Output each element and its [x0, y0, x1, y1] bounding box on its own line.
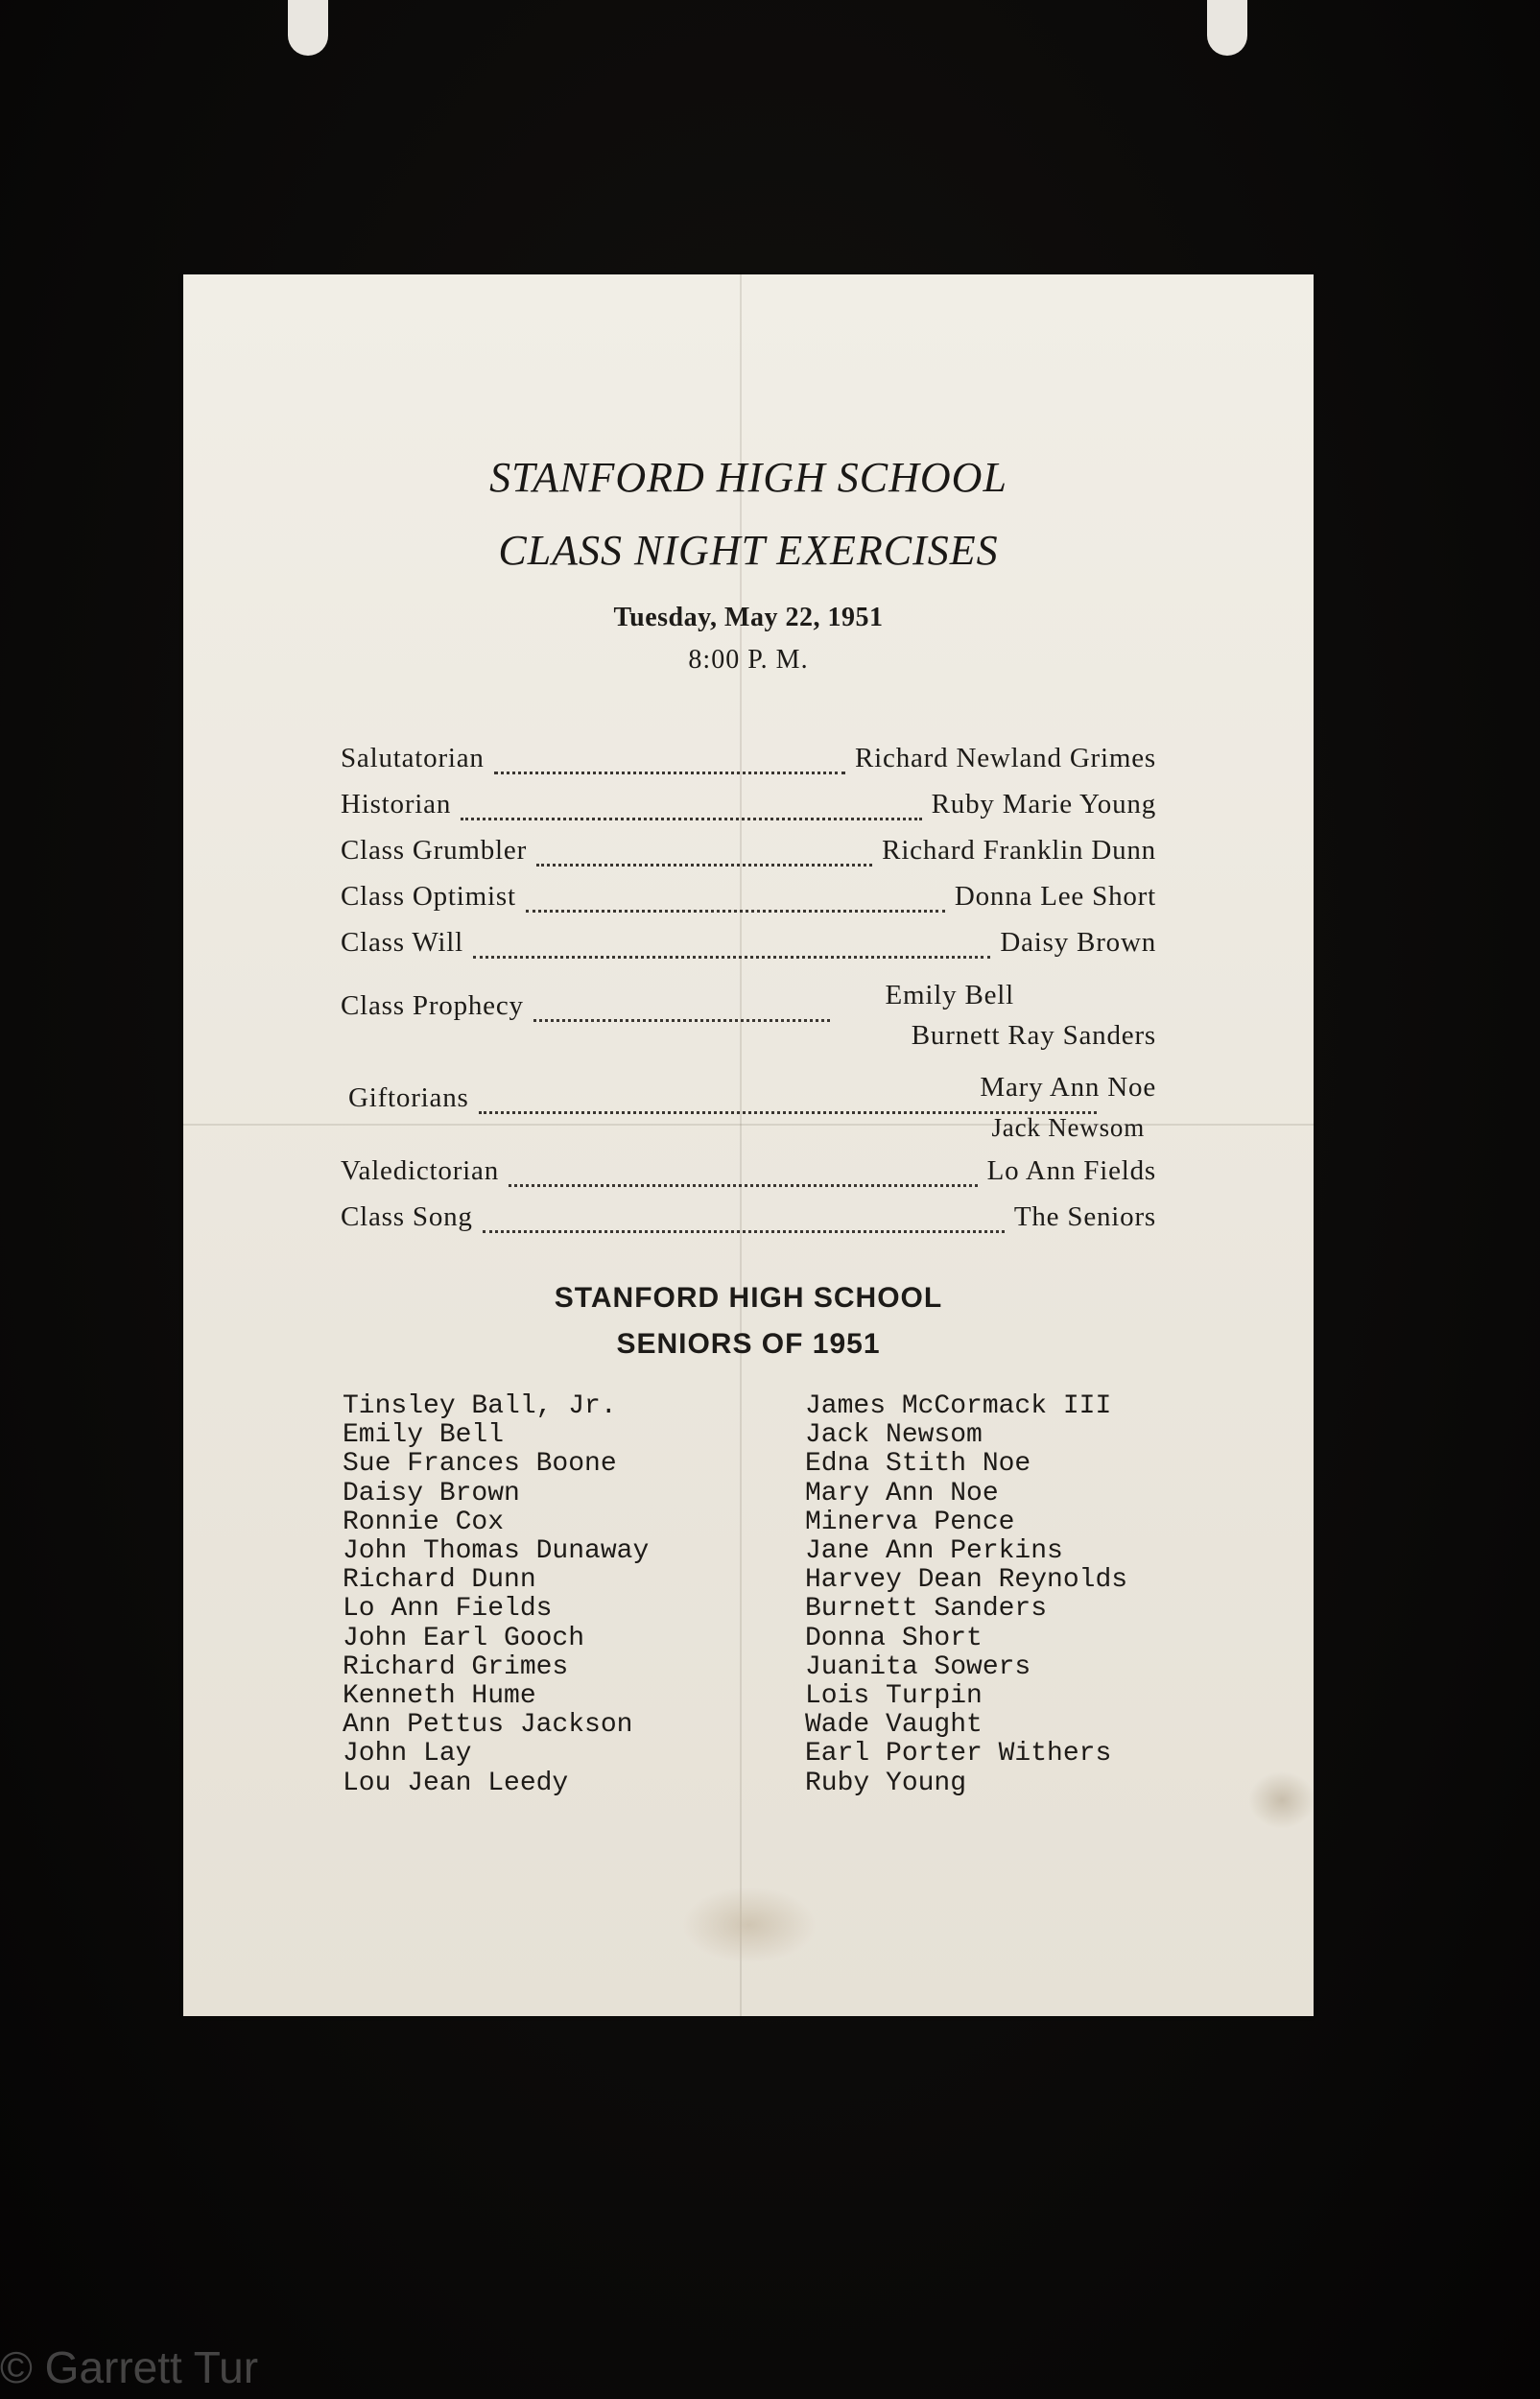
program-role: Historian	[341, 789, 452, 819]
dot-leader	[483, 1213, 1005, 1233]
program-person: Donna Lee Short	[954, 881, 1156, 912]
punch-hole-left	[288, 0, 328, 56]
program-person-group	[980, 1067, 1156, 1148]
program-role: Class Song	[341, 1201, 473, 1232]
program-person: The Seniors	[1013, 1201, 1156, 1232]
paper-stain	[1248, 1771, 1315, 1829]
program-item-class-optimist	[341, 881, 1156, 915]
program-person: Daisy Brown	[1000, 927, 1156, 958]
senior-name: John Earl Gooch	[343, 1623, 585, 1653]
dot-leader	[461, 800, 922, 820]
program-role: Class Optimist	[341, 881, 516, 912]
program-item-valedictorian	[341, 1155, 1156, 1190]
program-role: Giftorians	[348, 1082, 469, 1113]
senior-name: Ronnie Cox	[343, 1507, 505, 1537]
senior-name: Wade Vaught	[805, 1710, 983, 1741]
program-person: Emily Bell	[885, 980, 1014, 1010]
program-role: Valedictorian	[341, 1155, 500, 1186]
seniors-list-right	[805, 1392, 1127, 1798]
senior-name: Donna Short	[805, 1623, 983, 1653]
senior-name: Jack Newsom	[805, 1420, 983, 1451]
program-role: Class Will	[341, 927, 463, 958]
senior-name: Juanita Sowers	[805, 1651, 1031, 1682]
seniors-heading-school: STANFORD HIGH SCHOOL	[554, 1282, 943, 1314]
senior-name: Harvey Dean Reynolds	[805, 1565, 1128, 1596]
dot-leader	[536, 846, 872, 867]
senior-name: Daisy Brown	[343, 1478, 520, 1508]
senior-name: Emily Bell	[343, 1420, 505, 1451]
event-time: 8:00 P. M.	[688, 645, 809, 675]
senior-name: Richard Grimes	[343, 1651, 569, 1682]
senior-name: Kenneth Hume	[343, 1681, 536, 1712]
program-item-salutatorian	[341, 743, 1156, 777]
senior-name: James McCormack III	[805, 1391, 1112, 1421]
senior-name: Mary Ann Noe	[805, 1478, 999, 1508]
senior-name: Minerva Pence	[805, 1507, 1015, 1537]
senior-name: Burnett Sanders	[805, 1594, 1048, 1625]
senior-name: Ruby Young	[805, 1768, 967, 1798]
senior-name: Lo Ann Fields	[343, 1594, 553, 1625]
program-item-class-song	[341, 1201, 1156, 1236]
senior-name: John Thomas Dunaway	[343, 1536, 650, 1567]
program-person: Richard Franklin Dunn	[882, 835, 1156, 866]
senior-name: Tinsley Ball, Jr.	[343, 1391, 617, 1421]
dot-leader	[509, 1167, 978, 1187]
paper-stain	[682, 1887, 817, 1963]
program-person: Ruby Marie Young	[931, 789, 1156, 819]
senior-name: Richard Dunn	[343, 1565, 536, 1596]
program-person: Mary Ann Noe	[980, 1072, 1156, 1103]
senior-name: Ann Pettus Jackson	[343, 1710, 633, 1741]
program-role: Class Grumbler	[341, 835, 528, 866]
senior-name: Lou Jean Leedy	[343, 1768, 569, 1798]
seniors-heading-year: SENIORS OF 1951	[616, 1328, 881, 1360]
event-title: CLASS NIGHT EXERCISES	[498, 527, 999, 574]
program-role: Salutatorian	[341, 743, 485, 773]
senior-name: John Lay	[343, 1739, 472, 1770]
dot-leader	[533, 1002, 830, 1022]
event-date: Tuesday, May 22, 1951	[613, 603, 884, 632]
senior-name: Sue Frances Boone	[343, 1449, 617, 1480]
punch-hole-right	[1207, 0, 1247, 56]
program-person: Richard Newland Grimes	[855, 743, 1156, 773]
program-item-class-grumbler	[341, 835, 1156, 869]
program-person: Jack Newsom	[991, 1113, 1145, 1142]
program-person: Burnett Ray Sanders	[911, 1020, 1156, 1051]
program-sheet	[183, 274, 1314, 2016]
program-item-class-will	[341, 927, 1156, 962]
copyright-watermark: © Garrett Tur	[0, 2342, 259, 2392]
senior-name: Lois Turpin	[805, 1681, 983, 1712]
program-item-historian	[341, 789, 1156, 823]
dot-leader	[526, 892, 945, 913]
school-title: STANFORD HIGH SCHOOL	[489, 454, 1007, 501]
program-item-class-prophecy	[341, 990, 840, 1025]
seniors-list-left	[343, 1392, 649, 1798]
program-role: Class Prophecy	[341, 990, 524, 1021]
dot-leader	[494, 754, 845, 774]
senior-name: Earl Porter Withers	[805, 1739, 1112, 1770]
dot-leader	[473, 938, 990, 959]
senior-name: Jane Ann Perkins	[805, 1536, 1063, 1567]
program-person-group	[886, 975, 1156, 1056]
senior-name: Edna Stith Noe	[805, 1449, 1031, 1480]
program-person: Lo Ann Fields	[986, 1155, 1156, 1186]
